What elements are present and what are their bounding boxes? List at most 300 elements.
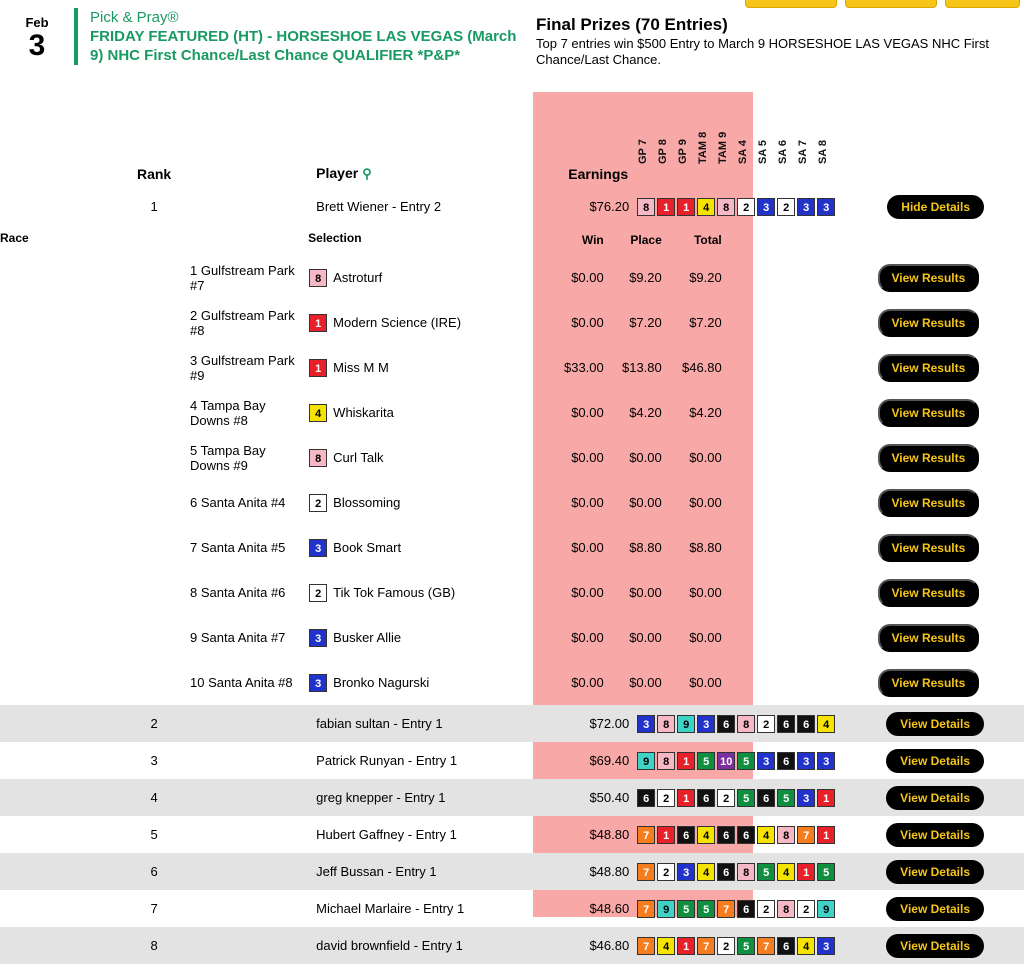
detail-total-amount: $0.00 (689, 495, 722, 510)
column-header-player-label: Player (316, 165, 359, 181)
detail-saddle-number: 2 (309, 584, 327, 602)
details-button-cell (844, 816, 1024, 853)
selection-number-9: 3 (797, 752, 815, 770)
selections-strip (637, 863, 843, 881)
detail-header-row (0, 225, 1024, 255)
detail-amounts (542, 345, 844, 390)
selection-number-10: 5 (817, 863, 835, 881)
selections-cell (629, 705, 843, 742)
detail-results-button-cell (844, 300, 1024, 345)
earnings-value: $50.40 (589, 790, 630, 805)
selection-number-6: 2 (737, 198, 755, 216)
detail-amounts (542, 300, 844, 345)
detail-saddle-number: 1 (309, 359, 327, 377)
selection-number-10: 3 (817, 937, 835, 955)
detail-amounts (542, 615, 844, 660)
track-header-10: SA 8 (817, 139, 830, 164)
detail-results-button-cell (844, 345, 1024, 390)
detail-amounts (542, 660, 844, 705)
rank-value: 6 (150, 864, 158, 879)
top-action-button-3[interactable] (945, 0, 1020, 8)
prizes-description: Top 7 entries win $500 Entry to March 9 HORSESHOE LAS VEGAS NHC First Chance/Last Chance. (536, 36, 989, 67)
view-results-button[interactable]: View Results (878, 669, 980, 697)
earnings-value: $76.20 (589, 199, 630, 214)
selection-number-7: 7 (757, 937, 775, 955)
detail-row (0, 615, 1024, 660)
detail-header-race: Race (0, 231, 29, 245)
selection-number-10: 1 (817, 826, 835, 844)
table-row[interactable] (0, 853, 1024, 890)
selection-number-8: 8 (777, 900, 795, 918)
selection-number-8: 6 (777, 937, 795, 955)
detail-total-amount: $0.00 (689, 630, 722, 645)
track-header-7: SA 5 (757, 139, 770, 164)
detail-results-button-cell (844, 660, 1024, 705)
selections-strip (637, 752, 843, 770)
view-details-button[interactable]: View Details (886, 749, 984, 773)
selection-number-10: 1 (817, 789, 835, 807)
detail-place-amount: $8.80 (629, 540, 662, 555)
earnings-value: $48.60 (589, 901, 630, 916)
selection-number-2: 9 (657, 900, 675, 918)
view-details-button[interactable]: View Details (886, 897, 984, 921)
detail-header-selection: Selection (308, 231, 362, 245)
selection-number-7: 3 (757, 198, 775, 216)
selections-strip (637, 900, 843, 918)
selection-number-2: 1 (657, 198, 675, 216)
player-name: Michael Marlaire - Entry 1 (316, 901, 465, 916)
detail-saddle-number: 3 (309, 629, 327, 647)
selection-number-5: 2 (717, 937, 735, 955)
details-button-cell (844, 742, 1024, 779)
view-details-button[interactable]: View Details (886, 823, 984, 847)
selection-number-5: 10 (717, 752, 735, 770)
detail-selection (308, 570, 542, 615)
selection-number-4: 4 (697, 198, 715, 216)
column-header-player (308, 164, 542, 188)
rank-value: 7 (150, 901, 158, 916)
detail-amounts (542, 570, 844, 615)
detail-selection-inner (309, 404, 541, 422)
table-row[interactable] (0, 927, 1024, 964)
leaderboard (0, 92, 1024, 964)
detail-win-amount: $0.00 (571, 315, 604, 330)
detail-race-label: 4 Tampa Bay Downs #8 (190, 397, 266, 428)
detail-row (0, 570, 1024, 615)
selection-number-6: 8 (737, 715, 755, 733)
detail-selection (308, 660, 542, 705)
track-header-4: TAM 8 (697, 131, 710, 164)
detail-place-amount: $0.00 (629, 495, 662, 510)
details-button-cell (844, 705, 1024, 742)
details-button-cell (844, 890, 1024, 927)
detail-amounts (542, 255, 844, 300)
detail-total-amount: $46.80 (681, 360, 722, 375)
search-icon[interactable]: ⚲ (362, 166, 372, 181)
rank-value: 4 (150, 790, 158, 805)
prizes-title: Final Prizes (70 Entries) (536, 15, 728, 34)
selection-number-4: 3 (697, 715, 715, 733)
column-header-rank: Rank (136, 165, 172, 182)
detail-header-win (542, 225, 844, 255)
view-results-button[interactable]: View Results (878, 399, 980, 427)
detail-race-label: 5 Tampa Bay Downs #9 (190, 442, 266, 473)
selection-number-3: 1 (677, 937, 695, 955)
selection-number-6: 6 (737, 826, 755, 844)
detail-total-amount: $0.00 (689, 585, 722, 600)
selection-number-4: 4 (697, 826, 715, 844)
view-results-button[interactable]: View Results (878, 354, 980, 382)
detail-place-amount: $7.20 (629, 315, 662, 330)
player-name: fabian sultan - Entry 1 (316, 716, 443, 731)
selection-number-5: 7 (717, 900, 735, 918)
view-results-button[interactable]: View Results (878, 579, 980, 607)
view-details-button[interactable]: View Details (886, 860, 984, 884)
player-name: david brownfield - Entry 1 (316, 938, 463, 953)
selection-number-8: 6 (777, 715, 795, 733)
selections-cell (629, 927, 843, 964)
detail-race-label: 10 Santa Anita #8 (190, 675, 293, 690)
event-header (0, 0, 1024, 68)
detail-place-amount: $4.20 (629, 405, 662, 420)
detail-selection-inner (309, 584, 541, 602)
selection-number-7: 4 (757, 826, 775, 844)
top-action-button-1[interactable] (745, 0, 837, 8)
selection-number-10: 3 (817, 752, 835, 770)
selection-number-4: 7 (697, 937, 715, 955)
column-header-earnings: Earnings (568, 165, 629, 182)
selection-number-10: 3 (817, 198, 835, 216)
view-results-button[interactable]: View Results (878, 489, 980, 517)
selection-number-9: 3 (797, 789, 815, 807)
track-headers-strip (629, 92, 843, 164)
track-header-1: GP 7 (637, 139, 650, 164)
track-header-6: SA 4 (737, 139, 750, 164)
event-date (0, 8, 74, 62)
rank-value: 3 (150, 753, 158, 768)
detail-selection (308, 345, 542, 390)
selection-number-1: 7 (637, 937, 655, 955)
detail-win-amount: $0.00 (571, 450, 604, 465)
view-results-button[interactable]: View Results (878, 264, 980, 292)
detail-saddle-number: 4 (309, 404, 327, 422)
earnings-value: $72.00 (589, 716, 630, 731)
detail-amounts (542, 525, 844, 570)
detail-race-label: 6 Santa Anita #4 (190, 495, 286, 510)
selections-cell (629, 742, 843, 779)
track-headers (629, 92, 843, 164)
detail-results-button-cell (844, 525, 1024, 570)
selections-cell (629, 853, 843, 890)
selection-number-10: 9 (817, 900, 835, 918)
detail-amounts (542, 390, 844, 435)
detail-win-amount: $0.00 (571, 495, 604, 510)
selection-number-7: 2 (757, 715, 775, 733)
detail-win-amount: $0.00 (571, 630, 604, 645)
selection-number-1: 7 (637, 826, 655, 844)
detail-horse-name: Modern Science (IRE) (333, 315, 462, 330)
player-name: Patrick Runyan - Entry 1 (316, 753, 458, 768)
selection-number-1: 8 (637, 198, 655, 216)
detail-selection (308, 255, 542, 300)
selection-number-7: 6 (757, 789, 775, 807)
event-date-month: Feb (25, 15, 49, 30)
detail-selection (308, 480, 542, 525)
selection-number-8: 2 (777, 198, 795, 216)
table-row[interactable] (0, 742, 1024, 779)
selection-number-5: 6 (717, 863, 735, 881)
detail-horse-name: Curl Talk (333, 450, 384, 465)
details-button-cell (844, 779, 1024, 816)
detail-race-label: 3 Gulfstream Park #9 (190, 352, 295, 383)
detail-horse-name: Bronko Nagurski (333, 675, 430, 690)
detail-total-amount: $9.20 (689, 270, 722, 285)
details-button-cell (844, 853, 1024, 890)
detail-selection-inner (309, 449, 541, 467)
selection-number-9: 2 (797, 900, 815, 918)
top-button-strip (0, 0, 1024, 8)
selection-number-1: 7 (637, 863, 655, 881)
leaderboard-table (0, 92, 1024, 964)
selection-number-5: 8 (717, 198, 735, 216)
selection-number-3: 1 (677, 752, 695, 770)
selection-number-6: 5 (737, 789, 755, 807)
selection-number-6: 5 (737, 937, 755, 955)
detail-results-button-cell (844, 390, 1024, 435)
player-name: Brett Wiener - Entry 2 (316, 199, 442, 214)
top-action-button-2[interactable] (845, 0, 937, 8)
detail-win-amount: $0.00 (571, 585, 604, 600)
detail-results-button-cell (844, 570, 1024, 615)
detail-row (0, 390, 1024, 435)
view-results-button[interactable]: View Results (878, 534, 980, 562)
detail-win-amount: $33.00 (563, 360, 604, 375)
selections-strip (637, 789, 843, 807)
rank-value: 1 (150, 199, 158, 214)
detail-saddle-number: 3 (309, 674, 327, 692)
track-header-9: SA 7 (797, 139, 810, 164)
view-details-button[interactable]: View Details (886, 712, 984, 736)
spacer-cell (844, 92, 1024, 164)
detail-total-amount: $8.80 (689, 540, 722, 555)
selections-cell (629, 816, 843, 853)
brand-label: Pick & Pray® (90, 9, 179, 26)
selection-number-1: 6 (637, 789, 655, 807)
selection-number-4: 6 (697, 789, 715, 807)
view-results-button[interactable]: View Results (878, 309, 980, 337)
details-button-cell (844, 927, 1024, 964)
detail-total-amount: $7.20 (689, 315, 722, 330)
selection-number-3: 3 (677, 863, 695, 881)
selections-strip (637, 198, 843, 216)
selection-number-10: 4 (817, 715, 835, 733)
table-row[interactable] (0, 705, 1024, 742)
detail-header-spacer (844, 225, 1024, 255)
detail-row (0, 255, 1024, 300)
details-button-cell (844, 188, 1024, 225)
selection-number-6: 5 (737, 752, 755, 770)
rank-value: 8 (150, 938, 158, 953)
spacer-cell (308, 92, 542, 164)
selection-number-5: 6 (717, 715, 735, 733)
detail-selection (308, 300, 542, 345)
selection-number-3: 5 (677, 900, 695, 918)
detail-results-button-cell (844, 615, 1024, 660)
rank-value: 2 (150, 716, 158, 731)
player-name: Jeff Bussan - Entry 1 (316, 864, 437, 879)
event-date-day: 3 (28, 29, 46, 62)
view-details-button[interactable]: View Details (886, 786, 984, 810)
detail-win-amount: $0.00 (571, 405, 604, 420)
detail-results-button-cell (844, 480, 1024, 525)
detail-amounts (542, 435, 844, 480)
selection-number-9: 4 (797, 937, 815, 955)
selection-number-1: 3 (637, 715, 655, 733)
selections-cell (629, 779, 843, 816)
selection-number-2: 4 (657, 937, 675, 955)
selections-strip (637, 826, 843, 844)
detail-selection (308, 525, 542, 570)
column-header-row (0, 164, 1024, 188)
selections-cell (629, 188, 843, 225)
detail-horse-name: Whiskarita (333, 405, 394, 420)
selection-number-1: 7 (637, 900, 655, 918)
selection-number-8: 8 (777, 826, 795, 844)
selection-number-5: 2 (717, 789, 735, 807)
selections-strip (637, 715, 843, 733)
detail-place-amount: $0.00 (629, 450, 662, 465)
detail-header-win: Win (581, 233, 604, 247)
detail-saddle-number: 8 (309, 449, 327, 467)
view-details-button[interactable]: View Details (886, 934, 984, 958)
selection-number-7: 2 (757, 900, 775, 918)
detail-total-amount: $4.20 (689, 405, 722, 420)
detail-win-amount: $0.00 (571, 270, 604, 285)
selection-number-2: 2 (657, 789, 675, 807)
detail-selection-inner (309, 494, 541, 512)
track-header-5: TAM 9 (717, 131, 730, 164)
detail-selection (308, 435, 542, 480)
selection-number-6: 6 (737, 900, 755, 918)
detail-total-amount: $0.00 (689, 450, 722, 465)
selections-cell (629, 890, 843, 927)
spacer-cell (844, 164, 1024, 188)
selection-number-9: 1 (797, 863, 815, 881)
earnings-value: $48.80 (589, 864, 630, 879)
spacer-cell (542, 92, 629, 164)
selection-number-4: 4 (697, 863, 715, 881)
earnings-value: $69.40 (589, 753, 630, 768)
detail-horse-name: Tik Tok Famous (GB) (333, 585, 456, 600)
detail-place-amount: $0.00 (629, 675, 662, 690)
selection-number-7: 3 (757, 752, 775, 770)
spacer-cell (0, 92, 308, 164)
selection-number-7: 5 (757, 863, 775, 881)
detail-horse-name: Busker Allie (333, 630, 402, 645)
selection-number-8: 6 (777, 752, 795, 770)
view-results-button[interactable]: View Results (878, 624, 980, 652)
detail-place-amount: $0.00 (629, 585, 662, 600)
table-row[interactable] (0, 890, 1024, 927)
rank-value: 5 (150, 827, 158, 842)
detail-row (0, 480, 1024, 525)
detail-race-label: 7 Santa Anita #5 (190, 540, 286, 555)
table-row[interactable] (0, 188, 1024, 225)
track-header-8: SA 6 (777, 139, 790, 164)
detail-place-amount: $0.00 (629, 630, 662, 645)
event-title-block (74, 8, 530, 65)
detail-amounts (542, 480, 844, 525)
selection-number-2: 8 (657, 715, 675, 733)
selection-number-2: 2 (657, 863, 675, 881)
detail-selection-inner (309, 314, 541, 332)
selection-number-8: 5 (777, 789, 795, 807)
detail-saddle-number: 8 (309, 269, 327, 287)
detail-row (0, 345, 1024, 390)
detail-win-amount: $0.00 (571, 675, 604, 690)
hide-details-button[interactable]: Hide Details (887, 195, 984, 219)
earnings-value: $46.80 (589, 938, 630, 953)
detail-race-label: 2 Gulfstream Park #8 (190, 307, 295, 338)
selection-number-3: 1 (677, 789, 695, 807)
detail-selection-inner (309, 359, 541, 377)
detail-saddle-number: 1 (309, 314, 327, 332)
detail-selection-inner (309, 674, 541, 692)
spacer-cell (629, 164, 843, 188)
detail-race-label: 1 Gulfstream Park #7 (190, 262, 295, 293)
selection-number-9: 3 (797, 198, 815, 216)
detail-row (0, 300, 1024, 345)
page-title[interactable]: FRIDAY FEATURED (HT) - HORSESHOE LAS VEGAS (March 9) NHC First Chance/Last Chance QUALIFIER *P&P* (90, 28, 517, 64)
selection-number-2: 8 (657, 752, 675, 770)
detail-selection-inner (309, 269, 541, 287)
selection-number-2: 1 (657, 826, 675, 844)
detail-row (0, 435, 1024, 480)
selection-number-9: 6 (797, 715, 815, 733)
detail-horse-name: Astroturf (333, 270, 383, 285)
detail-selection-inner (309, 629, 541, 647)
detail-horse-name: Miss M M (333, 360, 389, 375)
selections-strip (637, 937, 843, 955)
selection-number-5: 6 (717, 826, 735, 844)
selection-number-4: 5 (697, 900, 715, 918)
detail-place-amount: $13.80 (621, 360, 662, 375)
detail-results-button-cell (844, 255, 1024, 300)
detail-race-label: 9 Santa Anita #7 (190, 630, 286, 645)
selection-number-3: 9 (677, 715, 695, 733)
detail-place-amount: $9.20 (629, 270, 662, 285)
track-header-3: GP 9 (677, 139, 690, 164)
table-row[interactable] (0, 816, 1024, 853)
selection-number-6: 8 (737, 863, 755, 881)
detail-header-place: Place (630, 233, 662, 247)
detail-win-amount: $0.00 (571, 540, 604, 555)
selection-number-4: 5 (697, 752, 715, 770)
table-row[interactable] (0, 779, 1024, 816)
detail-race-label: 8 Santa Anita #6 (190, 585, 286, 600)
track-header-2: GP 8 (657, 139, 670, 164)
detail-selection (308, 615, 542, 660)
selection-number-3: 1 (677, 198, 695, 216)
detail-selection (308, 390, 542, 435)
view-results-button[interactable]: View Results (878, 444, 980, 472)
selection-number-9: 7 (797, 826, 815, 844)
detail-horse-name: Book Smart (333, 540, 402, 555)
selection-number-3: 6 (677, 826, 695, 844)
detail-row (0, 660, 1024, 705)
detail-total-amount: $0.00 (689, 675, 722, 690)
selection-number-1: 9 (637, 752, 655, 770)
